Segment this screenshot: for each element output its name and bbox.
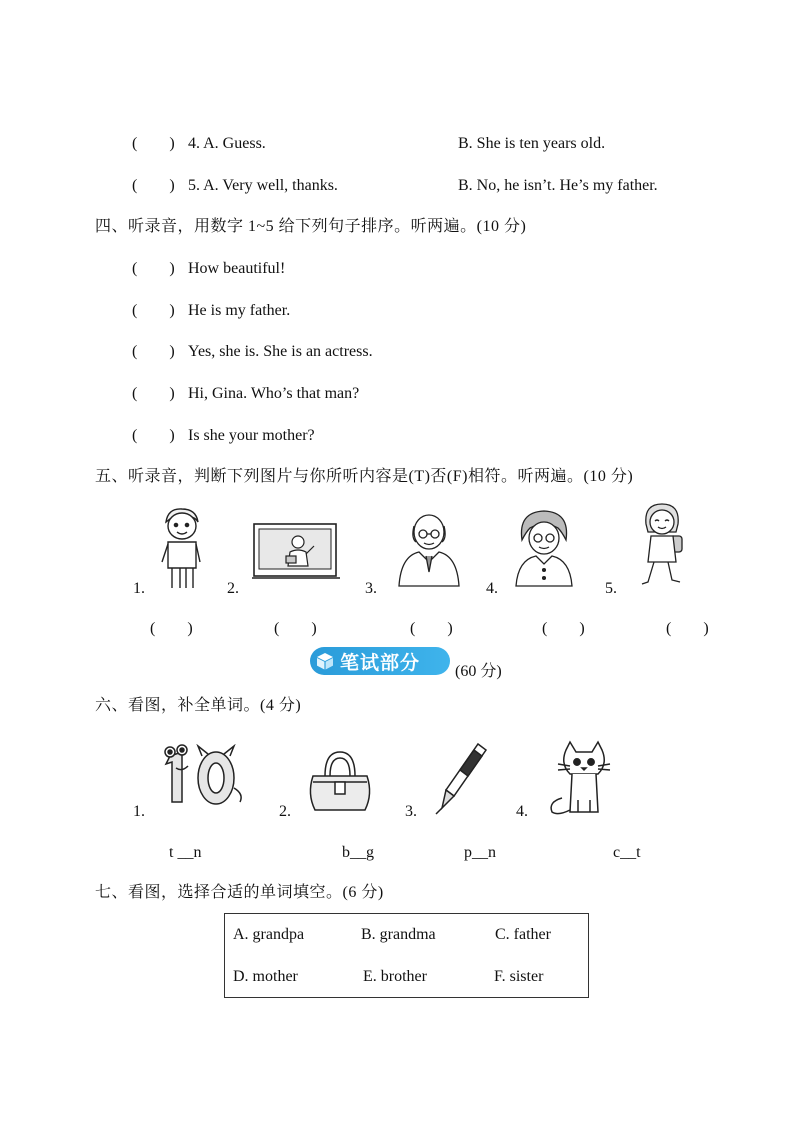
word-blank[interactable]: t __n — [169, 844, 202, 861]
grandma-icon — [512, 506, 576, 588]
handbag-icon — [305, 748, 375, 814]
word-option: F. sister — [494, 968, 544, 985]
badge-label: 笔试部分 — [340, 652, 421, 674]
sentence: Yes, she is. She is an actress. — [188, 343, 373, 360]
section-6-heading: 六、看图，补全单词。(4 分) — [95, 697, 302, 714]
cube-icon — [315, 651, 335, 671]
order-blank[interactable]: ( ) — [132, 260, 175, 277]
question-number: 4. — [188, 135, 200, 152]
word-bank-box — [224, 913, 589, 998]
picture-number: 1. — [133, 803, 145, 820]
question-5 — [132, 175, 338, 197]
ordering-item — [132, 300, 290, 322]
word-option: E. brother — [363, 968, 427, 985]
order-blank[interactable]: ( ) — [132, 302, 175, 319]
order-blank[interactable]: ( ) — [132, 343, 175, 360]
question-4-option-b: B. She is ten years old. — [458, 135, 606, 152]
picture-number: 4. — [516, 803, 528, 820]
written-part-badge — [310, 647, 450, 675]
section-7-heading: 七、看图，选择合适的单词填空。(6 分) — [95, 884, 384, 901]
judge-answer-blank[interactable]: ( ) — [274, 620, 317, 637]
answer-blank[interactable]: ( ) — [132, 177, 175, 194]
ordering-item — [132, 341, 373, 363]
option-a: A. Guess. — [203, 135, 266, 152]
word-blank[interactable]: c__t — [613, 844, 641, 861]
picture-number: 1. — [133, 580, 145, 597]
teacher-at-blackboard-icon — [252, 522, 340, 580]
judge-answer-blank[interactable]: ( ) — [666, 620, 709, 637]
section-5-heading: 五、听录音，判断下列图片与你所听内容是(T)否(F)相符。听两遍。(10 分) — [95, 468, 634, 485]
word-option: D. mother — [233, 968, 298, 985]
picture-number: 4. — [486, 580, 498, 597]
cat-icon — [540, 740, 620, 818]
order-blank[interactable]: ( ) — [132, 385, 175, 402]
grandpa-icon — [395, 510, 463, 588]
question-5-option-b: B. No, he isn’t. He’s my father. — [458, 177, 658, 194]
picture-number: 5. — [605, 580, 617, 597]
judge-answer-blank[interactable]: ( ) — [542, 620, 585, 637]
picture-number: 2. — [279, 803, 291, 820]
ordering-item — [132, 383, 359, 405]
picture-number: 3. — [365, 580, 377, 597]
number-ten-icon — [158, 744, 250, 808]
word-option: A. grandpa — [233, 926, 305, 943]
judge-answer-blank[interactable]: ( ) — [150, 620, 193, 637]
word-option: C. father — [495, 926, 551, 943]
pen-icon — [430, 742, 490, 816]
word-option: B. grandma — [361, 926, 436, 943]
ordering-item — [132, 425, 315, 447]
word-blank[interactable]: p__n — [464, 844, 496, 861]
sentence: He is my father. — [188, 302, 291, 319]
order-blank[interactable]: ( ) — [132, 427, 175, 444]
judge-answer-blank[interactable]: ( ) — [410, 620, 453, 637]
boy-icon — [156, 506, 206, 590]
picture-number: 3. — [405, 803, 417, 820]
word-blank[interactable]: b__g — [342, 844, 374, 861]
written-part-score: (60 分) — [455, 663, 502, 680]
option-a: A. Very well, thanks. — [203, 177, 338, 194]
sentence: Hi, Gina. Who’s that man? — [188, 385, 360, 402]
question-number: 5. — [188, 177, 200, 194]
sentence: How beautiful! — [188, 260, 286, 277]
question-4 — [132, 133, 266, 155]
answer-blank[interactable]: ( ) — [132, 135, 175, 152]
ordering-item — [132, 258, 285, 280]
picture-number: 2. — [227, 580, 239, 597]
section-4-heading: 四、听录音，用数字 1~5 给下列句子排序。听两遍。(10 分) — [95, 218, 527, 235]
sentence: Is she your mother? — [188, 427, 315, 444]
schoolgirl-icon — [640, 502, 686, 588]
